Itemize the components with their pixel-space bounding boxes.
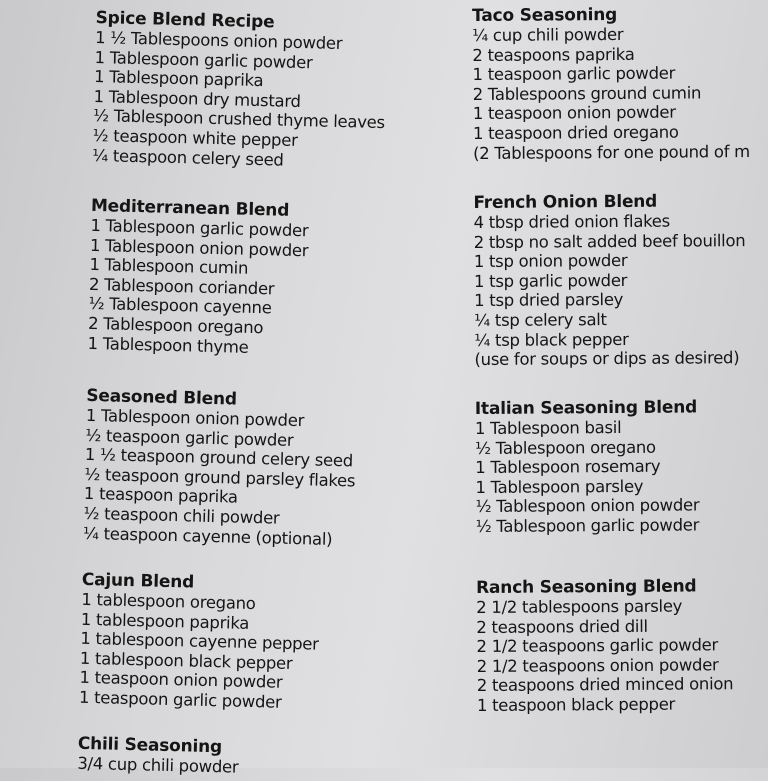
recipe-chili-seasoning (77, 734, 239, 778)
recipe-cajun-blend (79, 570, 321, 713)
ingredient-line: 1 tsp dried parsley (474, 290, 624, 311)
ingredient-line: 1 teaspoon black pepper (476, 694, 676, 715)
ingredient-line: 1 ½ Tablespoons onion powder (94, 27, 343, 54)
ingredient-line: ½ teaspoon garlic powder (85, 425, 294, 450)
ingredient-line: 2 Tablespoon coriander (88, 274, 275, 299)
ingredient-line: 1 Tablespoon cumin (89, 255, 249, 278)
ingredient-line: ½ teaspoon white pepper (92, 125, 298, 150)
ingredient-line: 2 1/2 teaspoons garlic powder (476, 635, 719, 657)
ingredient-line: ¼ tsp celery salt (474, 310, 607, 330)
recipe-title: Italian Seasoning Blend (474, 397, 698, 419)
recipe-spice-blend (92, 8, 387, 172)
ingredient-line: ½ Tablespoon garlic powder (475, 515, 700, 536)
ingredient-line: 1 tsp onion powder (473, 251, 628, 272)
ingredient-line: 2 1/2 teaspoons onion powder (476, 655, 719, 676)
ingredient-line: 2 tbsp no salt added beef bouillon (473, 230, 746, 252)
ingredient-line: ½ teaspoon ground parsley flakes (84, 464, 356, 491)
ingredient-line: 1 Tablespoon garlic powder (94, 47, 313, 72)
recipe-mediterranean-blend (87, 196, 309, 358)
ingredient-line: 3/4 cup chili powder (77, 753, 239, 777)
ingredient-line: (2 Tablespoons for one pound of m (473, 141, 750, 163)
ingredient-line: 1 teaspoon onion powder (472, 102, 676, 124)
recipe-title: Spice Blend Recipe (95, 7, 275, 33)
ingredient-line: 1 Tablespoon rosemary (475, 456, 661, 478)
ingredient-line: 1 teaspoon garlic powder (78, 687, 282, 712)
ingredient-line: 1 Tablespoon thyme (87, 333, 249, 357)
ingredient-line: ½ Tablespoon cayenne (88, 294, 272, 318)
ingredient-line: ¼ cup chili powder (472, 24, 624, 45)
recipe-title: Mediterranean Blend (90, 195, 290, 221)
ingredient-line: 1 ½ teaspoon ground celery seed (84, 445, 354, 471)
ingredient-line: 1 tablespoon oregano (81, 589, 256, 614)
recipe-title: Seasoned Blend (86, 385, 238, 410)
ingredient-line: ¼ teaspoon celery seed (91, 145, 284, 170)
recipe-taco-seasoning (472, 4, 750, 163)
recipe-ranch-seasoning-blend (476, 576, 733, 715)
recipe-title: French Onion Blend (473, 191, 658, 213)
ingredient-line: ½ Tablespoon oregano (475, 437, 656, 458)
ingredient-line: 1 Tablespoon onion powder (89, 235, 309, 260)
ingredient-line: 4 tbsp dried onion flakes (473, 211, 670, 232)
ingredient-line: 2 teaspoons dried minced onion (476, 674, 734, 696)
ingredient-line: 1 Tablespoon basil (474, 417, 622, 438)
ingredient-line: 2 1/2 tablespoons parsley (476, 596, 683, 617)
ingredient-line: ¼ teaspoon cayenne (optional) (82, 523, 333, 549)
ingredient-line: ¼ tsp black pepper (474, 329, 629, 350)
ingredient-line: 1 teaspoon garlic powder (472, 63, 676, 85)
ingredient-line: 1 tablespoon cayenne pepper (80, 628, 319, 654)
recipe-title: Cajun Blend (81, 569, 195, 593)
recipe-title: Chili Seasoning (77, 733, 223, 758)
ingredient-line: 1 Tablespoon parsley (475, 476, 644, 497)
ingredient-line: 1 Tablespoon onion powder (85, 405, 305, 431)
ingredient-line: 1 Tablespoon garlic powder (90, 215, 309, 241)
ingredient-line: 1 Tablespoon paprika (93, 67, 264, 91)
recipe-italian-seasoning-blend (475, 397, 700, 536)
ingredient-line: ½ Tablespoon crushed thyme leaves (92, 106, 386, 133)
ingredient-line: 2 Tablespoons ground cumin (472, 83, 702, 104)
recipe-title: Taco Seasoning (472, 4, 618, 26)
ingredient-line: 1 teaspoon onion powder (79, 668, 283, 693)
ingredient-line: 1 Tablespoon dry mustard (93, 86, 301, 111)
ingredient-line: 1 tsp garlic powder (473, 270, 628, 291)
ingredient-line: 2 teaspoons dried dill (476, 616, 648, 637)
ingredient-line: 1 tablespoon paprika (80, 609, 250, 633)
ingredient-line: (use for soups or dips as desired) (474, 348, 740, 370)
ingredient-line: 2 teaspoons paprika (472, 44, 635, 65)
ingredient-line: 1 tablespoon black pepper (79, 648, 293, 673)
recipe-seasoned-blend (83, 386, 358, 550)
recipe-french-onion-blend (473, 191, 746, 370)
recipe-title: Ranch Seasoning Blend (476, 576, 697, 598)
ingredient-line: ½ teaspoon chili powder (83, 503, 280, 528)
ingredient-line: 1 teaspoon dried oregano (472, 122, 679, 143)
ingredient-line: 2 Tablespoon oregano (87, 313, 264, 338)
ingredient-line: ½ Tablespoon onion powder (475, 495, 700, 517)
ingredient-line: 1 teaspoon paprika (83, 484, 238, 507)
